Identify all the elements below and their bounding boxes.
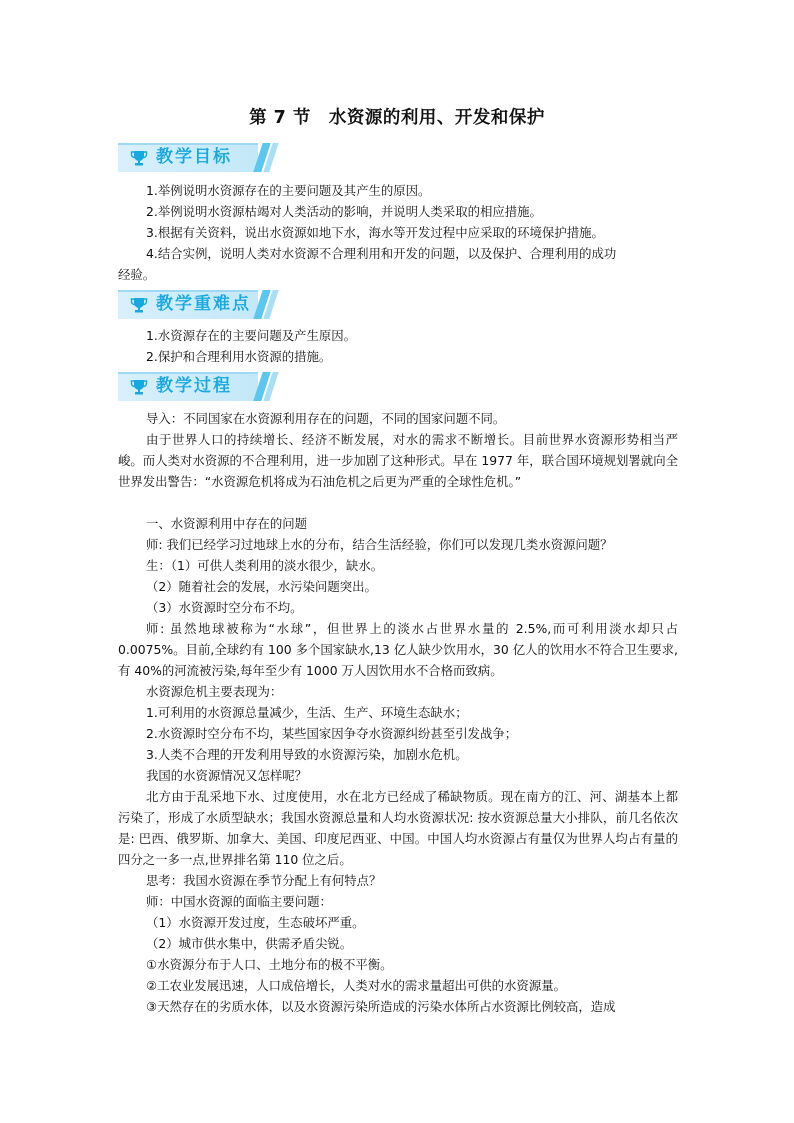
- section-banner-process: [118, 372, 276, 401]
- heading-problems: 一、水资源利用中存在的问题: [146, 516, 308, 531]
- problem-item-2: （2）城市供水集中，供需矛盾尖锐。: [146, 936, 353, 951]
- china-question: 我国的水资源情况又怎样呢？: [146, 768, 308, 783]
- crisis-title: 水资源危机主要表现为：: [146, 684, 283, 699]
- keypoint-item-1: 1.水资源存在的主要问题及产生原因。: [146, 328, 357, 343]
- student-answer-1: 生：（1）可供人类利用的淡水很少，缺水。: [146, 558, 384, 573]
- crisis-item-1: 1.可利用的水资源总量减少，生活、生产、环境生态缺水；: [146, 705, 468, 720]
- trophy-icon: [130, 296, 148, 314]
- problem-item-1: （1）水资源开发过度，生态破坏严重。: [146, 915, 365, 930]
- section-heading-process: 教学过程: [156, 376, 232, 396]
- sub-item-3: ③天然存在的劣质水体，以及水资源污染所造成的污染水体所占水资源比例较高，造成: [146, 999, 616, 1014]
- goal-item-4: 4.结合实例，说明人类对水资源不合理利用和开发的问题，以及保护、合理利用的成功: [146, 246, 617, 261]
- sub-item-2: ②工农业发展迅速，人口成倍增长，人类对水的需求量超出可供的水资源量。: [146, 978, 566, 993]
- intro-line: 导入：不同国家在水资源利用存在的问题，不同的国家问题不同。: [146, 411, 506, 426]
- think-question: 思考：我国水资源在季节分配上有何特点？: [146, 873, 382, 888]
- teacher-china-problems: 师：中国水资源的面临主要问题：: [146, 894, 332, 909]
- section-heading-keypoints: 教学重难点: [156, 294, 251, 314]
- teacher-question: 师: 我们已经学习过地球上水的分布，结合生活经验，你们可以发现几类水资源问题？: [146, 537, 613, 552]
- trophy-icon: [130, 149, 148, 167]
- keypoint-item-2: 2.保护和合理利用水资源的措施。: [146, 349, 332, 364]
- student-answer-2: （2）随着社会的发展，水污染问题突出。: [146, 579, 377, 594]
- section-banner-keypoints: [118, 290, 276, 319]
- goal-item-2: 2.举例说明水资源枯竭对人类活动的影响，并说明人类采取的相应措施。: [146, 204, 542, 219]
- section-banner-goals: [118, 143, 276, 172]
- section-heading-goals: 教学目标: [156, 147, 232, 167]
- page-title: 第 7 节 水资源的利用、开发和保护: [249, 108, 545, 128]
- paragraph-china-water: 北方由于乱采地下水、过度使用，水在北方已经成了稀缺物质。现在南方的江、河、湖基本上都污染了，形成了水质型缺水；我国水资源总量和人均水资源状况: 按水资源总量大小排队，前几名依次是: 巴西、俄罗斯、加拿大、美国、印度尼西亚、中国。中国人均水资源占有量仅为世界人均占有量的四分之一多一点,世界排名第 110 位之后。: [118, 789, 678, 867]
- crisis-item-2: 2.水资源时空分布不均，某些国家因争夺水资源纠纷甚至引发战争；: [146, 726, 518, 741]
- paragraph-world-water: 由于世界人口的持续增长、经济不断发展，对水的需求不断增长。目前世界水资源形势相当严峻。而人类对水资源的不合理利用，进一步加剧了这种形式。早在 1977 年，联合国环境规划署就向全世界发出警告：“水资源危机将成为石油危机之后更为严重的全球性危机。”: [118, 432, 678, 489]
- goal-item-4-cont: 经验。: [118, 267, 156, 282]
- trophy-icon: [130, 378, 148, 396]
- sub-item-1: ①水资源分布于人口、土地分布的极不平衡。: [146, 957, 393, 972]
- goal-item-3: 3.根据有关资料，说出水资源如地下水，海水等开发过程中应采取的环境保护措施。: [146, 225, 604, 240]
- student-answer-3: （3）水资源时空分布不均。: [146, 600, 303, 615]
- crisis-item-3: 3.人类不合理的开发利用导致的水资源污染，加剧水危机。: [146, 747, 468, 762]
- paragraph-teacher-answer: 师: 虽然地球被称为“水球”，但世界上的淡水占世界水量的 2.5%,而可利用淡水却只占 0.0075%。目前,全球约有 100 多个国家缺水,13 亿人缺少饮用水，30 亿人的饮用水不符合卫生要求,有 40%的河流被污染,每年至少有 1000 万人因饮用水不合格而致病。: [118, 621, 678, 678]
- goal-item-1: 1.举例说明水资源存在的主要问题及其产生的原因。: [146, 183, 431, 198]
